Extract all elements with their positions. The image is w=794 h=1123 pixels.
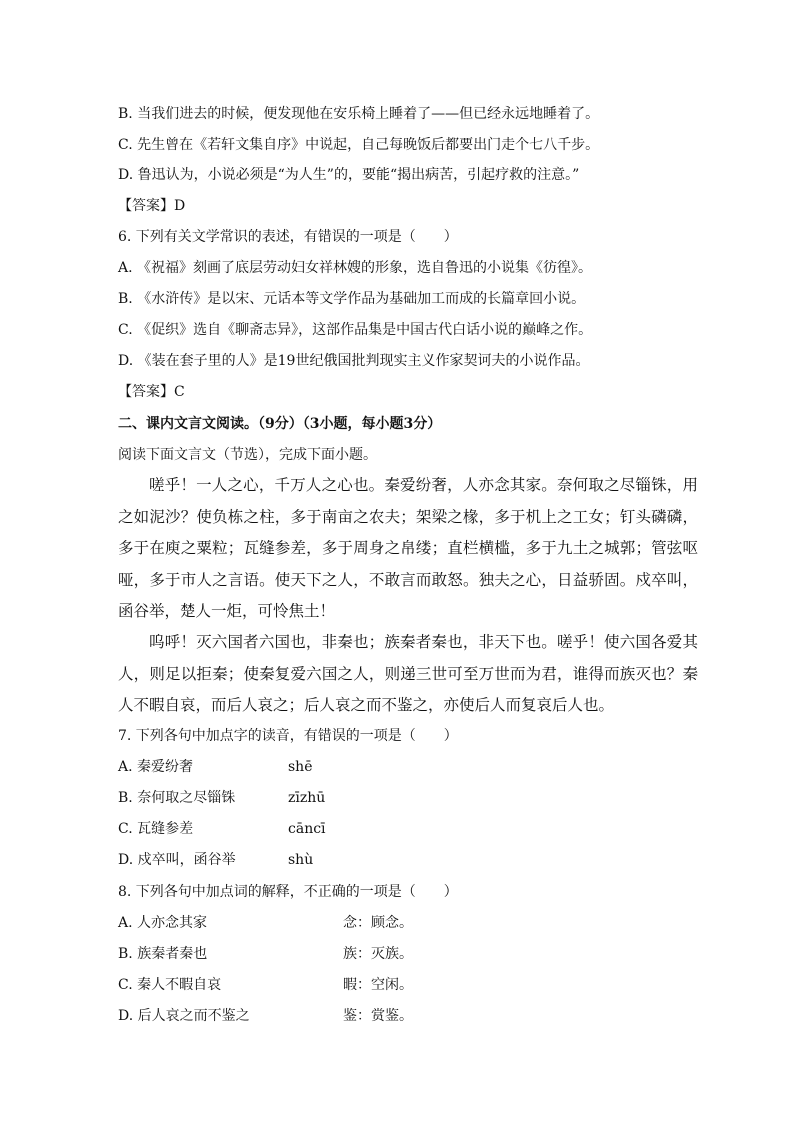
q7-option-b-text: B. 奈何取之尽锱铢 — [118, 790, 236, 806]
q7-stem: 7. 下列各句中加点字的读音，有错误的一项是（ ） — [118, 728, 458, 744]
q7-option-a-pinyin: shē — [288, 759, 313, 775]
passage-paragraph-2: 呜呼！灭六国者六国也，非秦也；族秦者秦也，非天下也。嗟乎！使六国各爱其人，则足以拒秦；使秦复爱六国之人，则递三世可至万世而为君，谁得而族灭也？秦人不暇自哀，而后人哀之；后人哀之而不鉴之，亦使后人而复哀后人也。 — [118, 633, 698, 714]
q8-option-a-meaning: 念：顾念。 — [343, 915, 413, 931]
q8-option-c-meaning: 暇：空闲。 — [343, 977, 413, 993]
q7-option-a-text: A. 秦爱纷奢 — [118, 759, 194, 775]
q8-option-d-text: D. 后人哀之而不鉴之 — [118, 1008, 250, 1024]
q7-option-d-text: D. 戍卒叫，函谷举 — [118, 852, 236, 868]
q8-option-c-text: C. 秦人不暇自哀 — [118, 977, 222, 993]
q5-option-c: C. 先生曾在《若轩文集自序》中说起，自己每晚饭后都要出门走个七八千步。 — [118, 137, 600, 153]
q7-option-b-pinyin: zīzhū — [288, 790, 326, 806]
q5-option-b: B. 当我们进去的时候，便发现他在安乐椅上睡着了——但已经永远地睡着了。 — [118, 106, 600, 122]
q8-stem: 8. 下列各句中加点词的解释，不正确的一项是（ ） — [118, 884, 458, 900]
q8-option-a-text: A. 人亦念其家 — [118, 915, 208, 931]
section2-heading: 二、课内文言文阅读。（9分）（3小题，每小题3分） — [118, 416, 442, 432]
q8-option-b-meaning: 族：灭族。 — [343, 946, 413, 962]
q8-option-b-text: B. 族秦者秦也 — [118, 946, 208, 962]
q6-stem: 6. 下列有关文学常识的表述，有错误的一项是（ ） — [118, 229, 458, 245]
q7-option-c-text: C. 瓦缝参差 — [118, 821, 194, 837]
q6-option-d: D. 《装在套子里的人》是19世纪俄国批判现实主义作家契诃夫的小说作品。 — [118, 353, 590, 369]
q7-option-d-pinyin: shù — [288, 852, 314, 868]
q8-option-d-meaning: 鉴：赏鉴。 — [343, 1008, 413, 1024]
q6-option-b: B. 《水浒传》是以宋、元话本等文学作品为基础加工而成的长篇章回小说。 — [118, 291, 586, 307]
q5-option-d: D. 鲁迅认为，小说必须是“为人生”的，要能“揭出病苦，引起疗救的注意。” — [118, 167, 580, 183]
passage-paragraph-1: 嗟乎！一人之心，千万人之心也。秦爱纷奢，人亦念其家。奈何取之尽锱铢，用之如泥沙？使负栋之柱，多于南亩之农夫；架梁之椽，多于机上之工女；钉头磷磷，多于在庾之粟粒；瓦缝参差，多于周身之帛缕；直栏横槛，多于九土之城郭；管弦呕哑，多于市人之言语。使天下之人，不敢言而敢怒。独夫之心，日益骄固。戍卒叫，函谷举，楚人一炬，可怜焦土！ — [118, 476, 698, 620]
q6-option-a: A. 《祝福》刻画了底层劳动妇女祥林嫂的形象，选自鲁迅的小说集《彷徨》。 — [118, 260, 593, 276]
q5-answer: 【答案】D — [118, 198, 186, 214]
q6-option-c: C. 《促织》选自《聊斋志异》，这部作品集是中国古代白话小说的巅峰之作。 — [118, 322, 593, 338]
section2-intro: 阅读下面文言文（节选），完成下面小题。 — [118, 447, 377, 463]
q7-option-c-pinyin: cāncī — [288, 821, 326, 837]
q6-answer: 【答案】C — [118, 384, 185, 400]
